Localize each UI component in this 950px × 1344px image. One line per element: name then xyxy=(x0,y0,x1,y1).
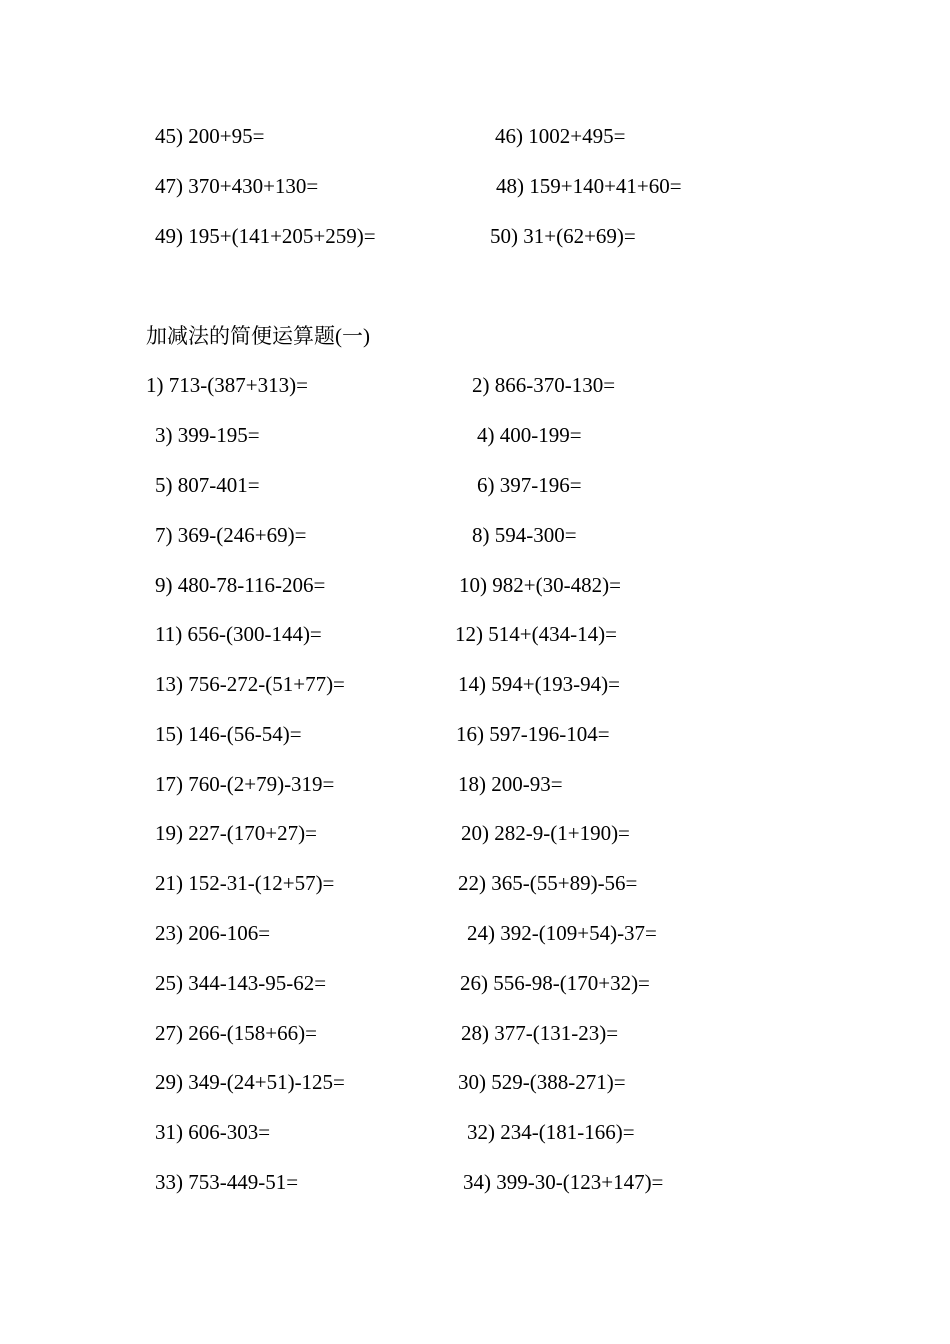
problem-46: 46) 1002+495= xyxy=(495,124,626,148)
problem-45: 45) 200+95= xyxy=(155,124,265,148)
problem-18: 18) 200-93= xyxy=(458,772,563,796)
problem-21: 21) 152-31-(12+57)= xyxy=(155,871,335,895)
problem-10: 10) 982+(30-482)= xyxy=(459,573,621,597)
problem-3: 3) 399-195= xyxy=(155,423,260,447)
problem-29: 29) 349-(24+51)-125= xyxy=(155,1070,345,1094)
problem-47: 47) 370+430+130= xyxy=(155,174,319,198)
problem-27: 27) 266-(158+66)= xyxy=(155,1021,317,1045)
problem-25: 25) 344-143-95-62= xyxy=(155,971,327,995)
problem-24: 24) 392-(109+54)-37= xyxy=(467,921,657,945)
problem-14: 14) 594+(193-94)= xyxy=(458,672,620,696)
problem-1: 1) 713-(387+313)= xyxy=(146,373,308,397)
problem-6: 6) 397-196= xyxy=(477,473,582,497)
problem-48: 48) 159+140+41+60= xyxy=(496,174,682,198)
problem-33: 33) 753-449-51= xyxy=(155,1170,299,1194)
problem-23: 23) 206-106= xyxy=(155,921,271,945)
problem-16: 16) 597-196-104= xyxy=(456,722,610,746)
problem-19: 19) 227-(170+27)= xyxy=(155,821,317,845)
problem-34: 34) 399-30-(123+147)= xyxy=(463,1170,664,1194)
problem-5: 5) 807-401= xyxy=(155,473,260,497)
problem-12: 12) 514+(434-14)= xyxy=(455,622,617,646)
problem-7: 7) 369-(246+69)= xyxy=(155,523,307,547)
problem-26: 26) 556-98-(170+32)= xyxy=(460,971,650,995)
problem-32: 32) 234-(181-166)= xyxy=(467,1120,635,1144)
problem-31: 31) 606-303= xyxy=(155,1120,271,1144)
problem-28: 28) 377-(131-23)= xyxy=(461,1021,619,1045)
problem-30: 30) 529-(388-271)= xyxy=(458,1070,626,1094)
problem-49: 49) 195+(141+205+259)= xyxy=(155,224,376,248)
problem-2: 2) 866-370-130= xyxy=(472,373,616,397)
section-title: 加减法的简便运算题(一) xyxy=(146,324,370,348)
problem-4: 4) 400-199= xyxy=(477,423,582,447)
problem-20: 20) 282-9-(1+190)= xyxy=(461,821,630,845)
problem-9: 9) 480-78-116-206= xyxy=(155,573,326,597)
problem-8: 8) 594-300= xyxy=(472,523,577,547)
problem-17: 17) 760-(2+79)-319= xyxy=(155,772,335,796)
problem-13: 13) 756-272-(51+77)= xyxy=(155,672,345,696)
problem-11: 11) 656-(300-144)= xyxy=(155,622,322,646)
problem-50: 50) 31+(62+69)= xyxy=(490,224,636,248)
problem-22: 22) 365-(55+89)-56= xyxy=(458,871,638,895)
problem-15: 15) 146-(56-54)= xyxy=(155,722,302,746)
